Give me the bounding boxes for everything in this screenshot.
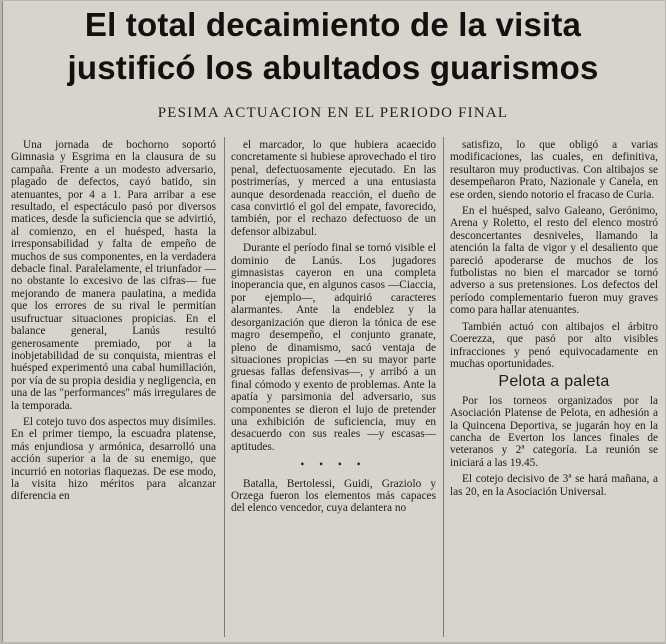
paragraph: El cotejo decisivo de 3ª se hará mañana, a las 20, en la Asociación Universal.: [450, 473, 658, 498]
paragraph: el marcador, lo que hubiera acaecido concretamente si hubiese aprovechado el tiro penal, defectuosamente ejecutado. En las postrimerías, y merced a una entusiasta aunque desordenada reacción, el dueño de casa convirtió el gol del empate, favorecido, también, por el rechazo defectuoso de un defensor albizabul.: [231, 139, 436, 238]
paragraph: También actuó con altibajos el árbitro Coerezza, que pasó por alto visibles infracciones y penó equivocadamente en muchas oportunidades.: [450, 320, 658, 370]
headline: [3, 3, 663, 89]
paragraph: Durante el período final se tornó visible el dominio de Lanús. Los jugadores gimnasistas cayeron en una completa inoperancia que, en algunos casos —Ciaccia, por ejemplo—, adquirió caracteres alarmantes. Ante la endeblez y la desorganización que dieron la tónica de ese magro desempeño, el conjunto granate, pleno de dinamismo, sacó ventaja de situaciones propicias —en su mayor parte gruesas fallas defensivas—, y arribó a un final cómodo y exento de problemas. Ante la apatía y parsimonia del adversario, sus componentes se dieron el lujo de pretender una exhibición de suficiencia, muy en desacuerdo con sus reales —y escasas— aptitudes.: [231, 242, 436, 453]
paragraph: El cotejo tuvo dos aspectos muy disímiles. En el primer tiempo, la escuadra platense, más enjundiosa y armónica, desarrolló una acción superior a la de su enemigo, que incurrió en notorias flaquezas. De ese modo, la visita hizo méritos para alcanzar diferencia en: [11, 415, 216, 503]
column-1: [11, 139, 216, 507]
subheadline: PESIMA ACTUACION EN EL PERIODO FINAL: [157, 105, 509, 121]
headline-line-2: justificó los abultados guarismos: [67, 49, 599, 86]
column-divider: [224, 137, 225, 637]
section-separator: • • • •: [300, 459, 367, 472]
column-2: [231, 139, 436, 519]
paragraph: Batalla, Bertolessi, Guidi, Graziolo y Orzega fueron los elementos más capaces del elenco vencedor, cuya delantera no: [231, 477, 436, 515]
paragraph: satisfizo, lo que obligó a varias modificaciones, las cuales, en definitiva, resultaron muy productivas. Con altibajos se desempeñaron Prato, Nazionale y Canela, en ese orden, siendo notorio el fracaso de Curia.: [450, 139, 658, 201]
paragraph: En el huésped, salvo Galeano, Gerónimo, Arena y Roletto, el resto del elenco mostró desconcertantes desniveles, llamando la atención la falta de vigor y el desaliento que pareció apoderarse de muchos de los futbolistas no bien el marcador se tornó adverso a sus pretensiones. Los defectos del período complementario fueron muy graves como para hallar atenuantes.: [450, 205, 658, 317]
column-3: [450, 139, 658, 502]
paragraph: Una jornada de bochorno soportó Gimnasia y Esgrima en la clausura de su campaña. Frente a un modesto adversario, plagado de defectos, cayó batido, sin atenuantes, por 4 a 1. Para arribar a ese resultado, el espectáculo pasó por diversos matices, desde la suficiencia que se advirtió, al comienzo, en el huésped, hasta la irresponsabilidad y falta de empeño de muchos de sus componentes, en la verdadera debacle final. Paralelamente, el triunfador —no obstante lo excesivo de las cifras— fue mejorando de manera paulatina, a medida que los errores de su rival le permitían usufructuar situaciones propicias. En el balance general, Lanús resultó generosamente premiado, por a la inobjetabilidad de su conquista, mientras el huésped experimentó una cabal humillación, por vía de su propia desidia y negligencia, en una de las "performances" más irregulares de la temporada.: [11, 139, 216, 412]
newspaper-clipping: [2, 1, 665, 642]
column-divider: [443, 137, 444, 637]
sidebar-title: Pelota a paleta: [498, 373, 610, 391]
paragraph: Por los torneos organizados por la Asociación Platense de Pelota, en adhesión a la Quincena Deportiva, se jugarán hoy en la cancha de Everton los lances finales de veteranos y 2ª categoría. La reunión se iniciará a las 19.45.: [450, 394, 658, 469]
headline-line-1: El total decaimiento de la visita: [84, 6, 582, 43]
